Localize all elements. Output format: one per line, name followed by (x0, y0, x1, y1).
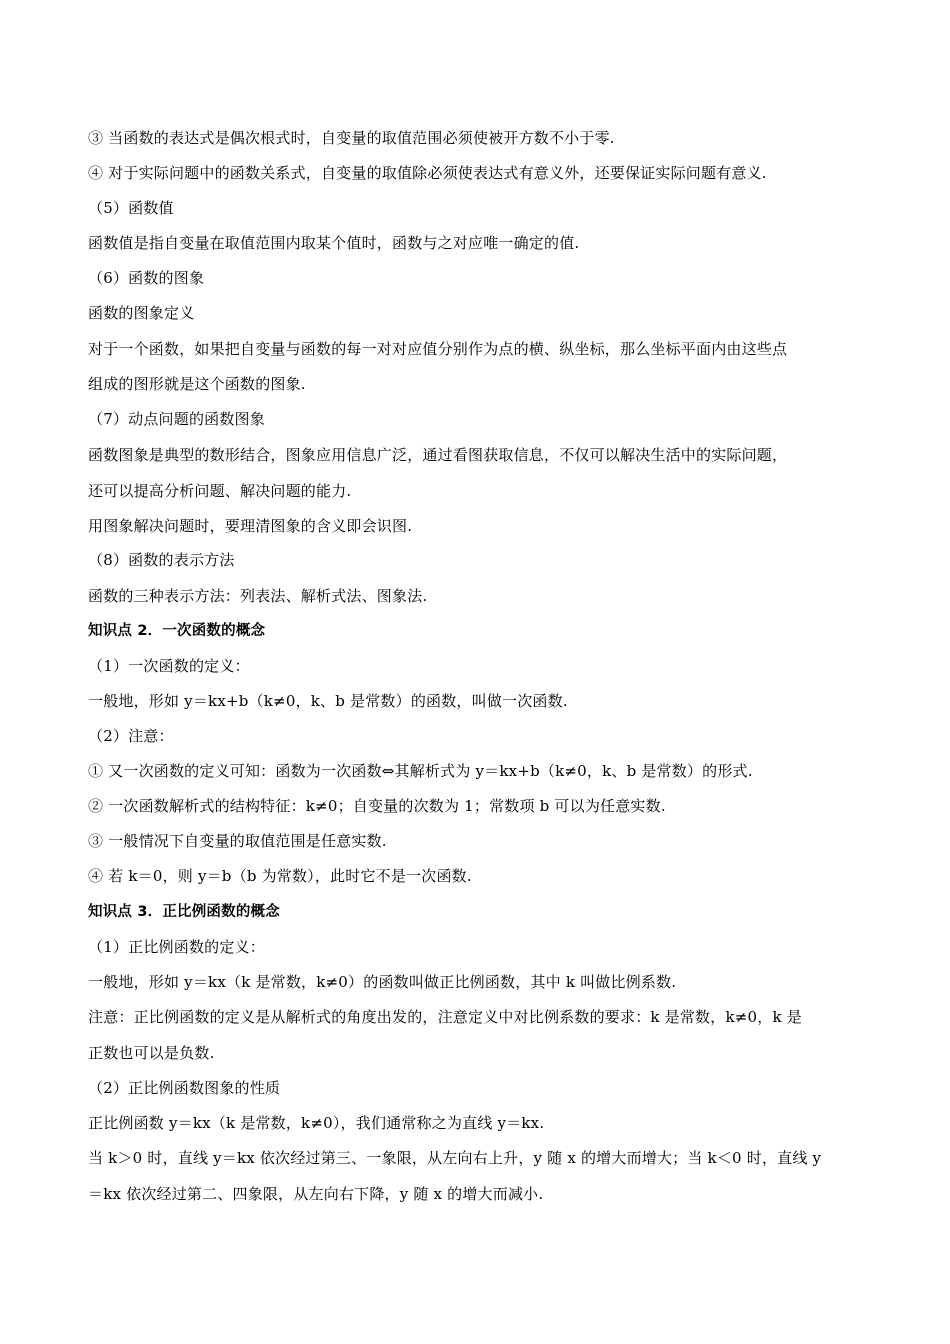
text-line-14: 函数的三种表示方法：列表法、解析式法、图象法. (88, 587, 428, 605)
text-line-26: 注意：正比例函数的定义是从解析式的角度出发的，注意定义中对比例系数的要求：k 是常数，k≠0，k 是 (88, 1008, 802, 1026)
text-line-22: ④ 若 k＝0，则 y＝b（b 为常数），此时它不是一次函数. (88, 867, 472, 885)
text-line-10: 函数图象是典型的数形结合，图象应用信息广泛，通过看图获取信息，不仅可以解决生活中的实际问题， (88, 446, 788, 464)
text-line-4: 函数值是指自变量在取值范围内取某个值时，函数与之对应唯一确定的值. (88, 234, 580, 252)
knowledge-point-2-heading: 知识点 2．一次函数的概念 (88, 623, 266, 639)
text-line-21: ③ 一般情况下自变量的取值范围是任意实数. (88, 832, 387, 850)
subheading-note: （2）注意： (88, 727, 174, 745)
section-heading-5: （5）函数值 (88, 199, 174, 217)
text-line-1: ③ 当函数的表达式是偶次根式时，自变量的取值范围必须使被开方数不小于零. (88, 129, 615, 147)
section-heading-8: （8）函数的表示方法 (88, 551, 235, 569)
text-line-25: 一般地，形如 y＝kx（k 是常数，k≠0）的函数叫做正比例函数，其中 k 叫做比例系数. (88, 973, 677, 991)
text-line-19: ① 又一次函数的定义可知：函数为一次函数⇔其解析式为 y＝kx+b（k≠0，k、b 是常数）的形式. (88, 762, 753, 780)
section-heading-7: （7）动点问题的函数图象 (88, 410, 265, 428)
text-line-27: 正数也可以是负数. (88, 1044, 215, 1062)
text-line-6: 函数的图象定义 (88, 304, 195, 322)
text-line-7: 对于一个函数，如果把自变量与函数的每一对对应值分别作为点的横、纵坐标，那么坐标平面内由这些点 (88, 340, 788, 358)
knowledge-point-3-heading: 知识点 3．正比例函数的概念 (88, 904, 280, 920)
text-line-11: 还可以提高分析问题、解决问题的能力. (88, 482, 352, 500)
text-line-30: 当 k＞0 时，直线 y＝kx 依次经过第三、一象限，从左向右上升，y 随 x 的增大而增大；当 k＜0 时，直线 y (88, 1149, 822, 1167)
text-line-20: ② 一次函数解析式的结构特征：k≠0；自变量的次数为 1；常数项 b 可以为任意实数. (88, 797, 666, 815)
subheading-linear-definition: （1）一次函数的定义： (88, 657, 250, 675)
text-line-12: 用图象解决问题时，要理清图象的含义即会识图. (88, 517, 413, 535)
subheading-proportional-definition: （1）正比例函数的定义： (88, 938, 265, 956)
text-line-31: ＝kx 依次经过第二、四象限，从左向右下降，y 随 x 的增大而减小. (88, 1185, 544, 1203)
subheading-proportional-properties: （2）正比例函数图象的性质 (88, 1079, 281, 1097)
text-line-8: 组成的图形就是这个函数的图象. (88, 375, 306, 393)
text-line-17: 一般地，形如 y＝kx+b（k≠0，k、b 是常数）的函数，叫做一次函数. (88, 692, 568, 710)
text-line-29: 正比例函数 y＝kx（k 是常数，k≠0），我们通常称之为直线 y＝kx. (88, 1114, 545, 1132)
section-heading-6: （6）函数的图象 (88, 269, 205, 287)
text-line-2: ④ 对于实际问题中的函数关系式，自变量的取值除必须使表达式有意义外，还要保证实际问题有意义. (88, 164, 767, 182)
